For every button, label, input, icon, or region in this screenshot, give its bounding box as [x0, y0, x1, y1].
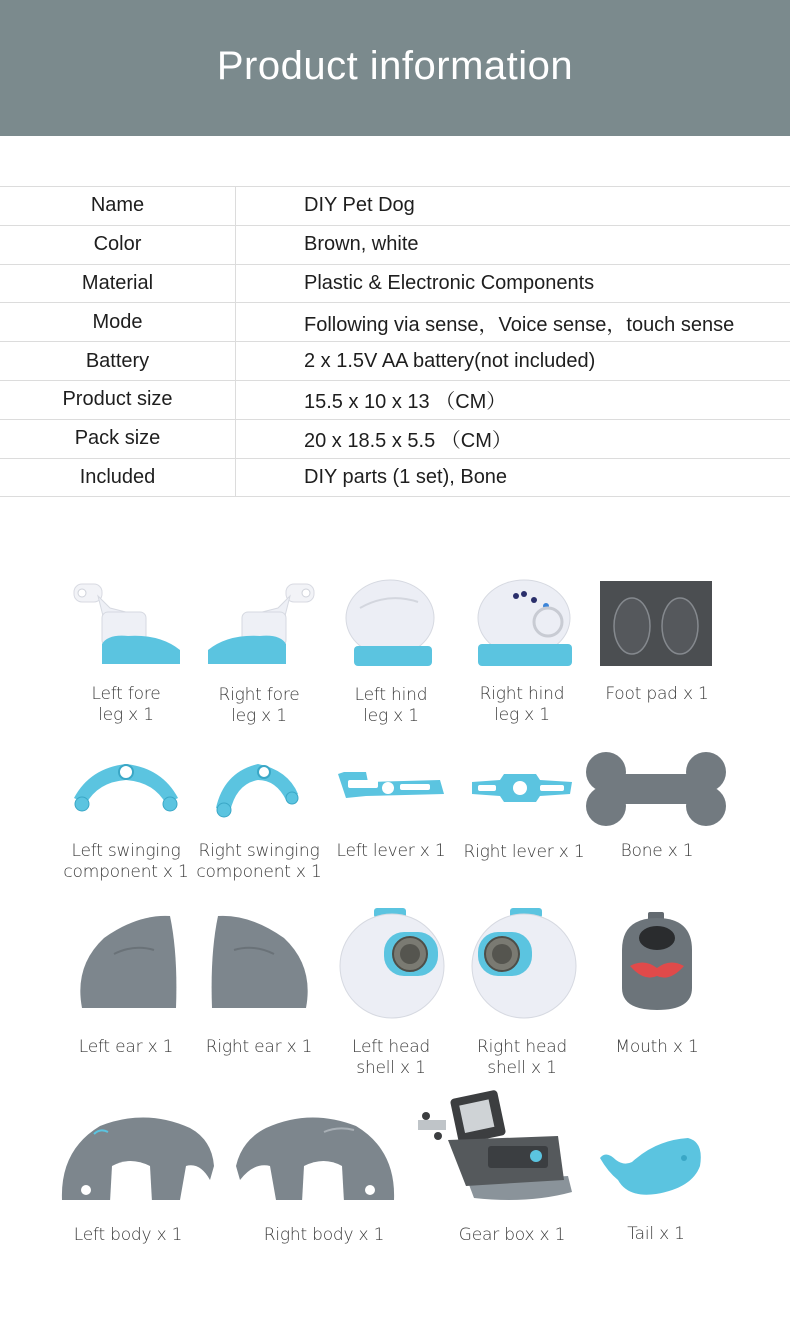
- right-head-shell-icon: [470, 906, 578, 1020]
- part-label: Left ear x 1: [78, 1037, 174, 1057]
- spec-row: [0, 381, 790, 420]
- spec-value-pack-size: 20 x 18.5 x 5.5 （CM）: [304, 430, 512, 453]
- spec-row: [0, 459, 790, 498]
- spec-key-product-size: Product size: [0, 381, 236, 419]
- part-label: Right hind leg x 1: [479, 684, 565, 725]
- part-label: Right swinging component x 1: [196, 841, 322, 882]
- part-label: Right ear x 1: [205, 1037, 313, 1057]
- spec-value-product-size: 15.5 x 10 x 13 （CM）: [304, 391, 507, 414]
- right-body-icon: [234, 1110, 396, 1208]
- left-ear-icon: [74, 914, 184, 1012]
- right-lever-icon: [470, 772, 574, 804]
- part-label: Right lever x 1: [463, 842, 585, 862]
- spec-key-pack-size: Pack size: [0, 420, 236, 458]
- spec-key-battery: Battery: [0, 342, 236, 380]
- part-label: Left swinging component x 1: [63, 841, 189, 882]
- spec-key-mode: Mode: [0, 303, 236, 341]
- left-fore-leg-icon: [68, 578, 186, 668]
- part-label: Right head shell x 1: [476, 1037, 568, 1078]
- spec-row: [0, 226, 790, 265]
- tail-icon: [596, 1136, 704, 1198]
- right-fore-leg-icon: [202, 578, 320, 668]
- spec-row: [0, 265, 790, 304]
- part-label: Left body x 1: [73, 1225, 183, 1245]
- part-label: Mouth x 1: [615, 1037, 699, 1057]
- part-label: Right body x 1: [263, 1225, 385, 1245]
- part-label: Left lever x 1: [336, 841, 446, 861]
- right-hind-leg-icon: [470, 578, 580, 668]
- spec-value-material: Plastic & Electronic Components: [304, 271, 595, 294]
- left-head-shell-icon: [338, 906, 446, 1020]
- spec-key-material: Material: [0, 265, 236, 303]
- spec-key-color: Color: [0, 226, 236, 264]
- spec-key-name: Name: [0, 187, 236, 225]
- spec-value-color: Brown, white: [304, 233, 419, 256]
- left-swinging-component-icon: [70, 758, 182, 818]
- part-label: Left head shell x 1: [351, 1037, 431, 1078]
- spec-row: [0, 187, 790, 226]
- part-label: Bone x 1: [620, 841, 694, 861]
- part-label: Right fore leg x 1: [218, 685, 300, 726]
- foot-pad-icon: [600, 581, 712, 666]
- left-lever-icon: [336, 770, 446, 804]
- spec-value-mode: Following via sense，Voice sense，touch sense: [304, 313, 735, 336]
- right-swinging-component-icon: [210, 758, 302, 818]
- spec-value-included: DIY parts (1 set), Bone: [304, 465, 508, 488]
- spec-row: [0, 303, 790, 342]
- right-ear-icon: [204, 914, 314, 1012]
- header-banner: [0, 0, 790, 136]
- part-label: Gear box x 1: [458, 1225, 566, 1245]
- part-label: Tail x 1: [627, 1224, 685, 1244]
- spec-value-battery: 2 x 1.5V AA battery(not included): [304, 349, 596, 372]
- spec-table: [0, 186, 790, 497]
- spec-row: [0, 420, 790, 459]
- part-label: Left hind leg x 1: [354, 685, 428, 726]
- left-hind-leg-icon: [340, 578, 440, 668]
- part-label: Foot pad x 1: [605, 684, 709, 704]
- spec-row: [0, 342, 790, 381]
- mouth-icon: [614, 910, 700, 1014]
- spec-key-included: Included: [0, 459, 236, 497]
- bone-icon: [584, 750, 728, 828]
- gear-box-icon: [408, 1080, 576, 1206]
- page-title: Product information: [216, 44, 574, 88]
- part-label: Left fore leg x 1: [91, 684, 161, 725]
- left-body-icon: [60, 1110, 216, 1208]
- spec-value-name: DIY Pet Dog: [304, 194, 415, 217]
